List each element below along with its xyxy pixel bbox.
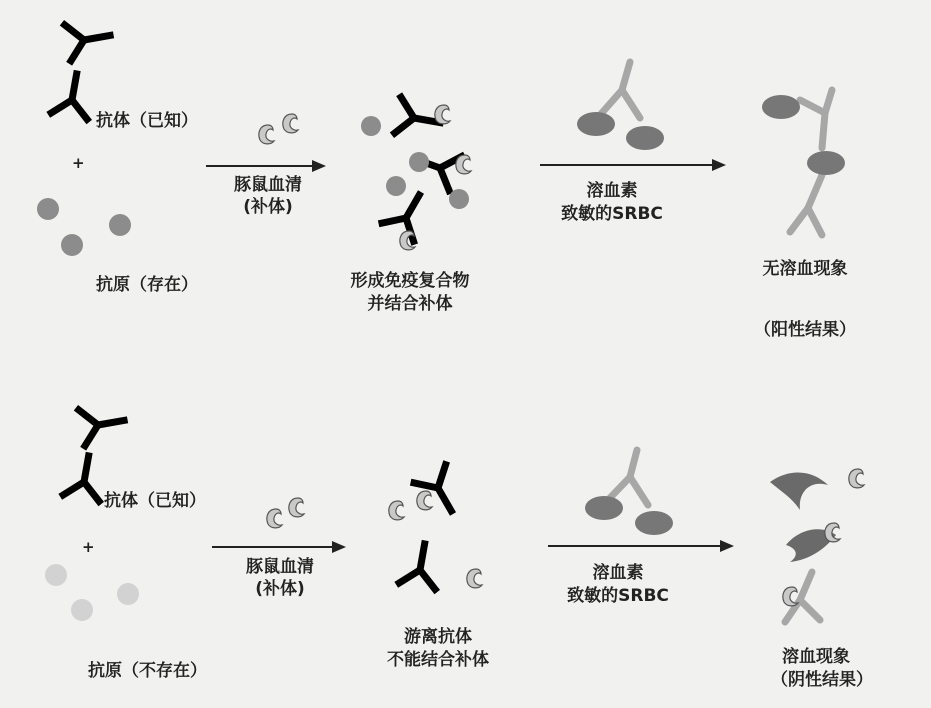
bottom-arrow1-label-line1: 豚鼠血清	[246, 557, 314, 577]
top-arrow1-label-line2: (补体)	[243, 197, 293, 217]
bottom-arrow-1	[212, 541, 346, 553]
top-result-label-line1: 无溶血现象	[762, 259, 848, 279]
bottom-plus-sign: +	[82, 538, 95, 556]
bottom-antigen-faint-3	[71, 599, 93, 621]
top-antigen-2	[109, 214, 131, 236]
bottom-arrow2-label-line2: 致敏的SRBC	[567, 586, 669, 606]
top-arrow-2	[540, 159, 726, 171]
top-antigen-label: 抗原（存在）	[96, 275, 198, 295]
bottom-antigen-label: 抗原（不存在）	[88, 661, 207, 681]
top-immune-complex	[361, 91, 471, 249]
top-complex-label-line2: 并结合补体	[367, 294, 453, 314]
top-plus-sign: +	[72, 154, 85, 172]
top-antigen-1	[37, 198, 59, 220]
bottom-free-label-line2: 不能结合补体	[387, 650, 489, 670]
bottom-arrow2-label-line1: 溶血素	[592, 563, 644, 583]
bottom-result-label-line2: （阴性结果）	[771, 670, 873, 690]
top-arrow1-label-line1: 豚鼠血清	[234, 175, 302, 195]
bottom-arrow1-label-line2: (补体)	[255, 579, 305, 599]
bottom-sensitized-srbc	[585, 450, 673, 535]
top-complex-label-line1: 形成免疫复合物	[350, 271, 470, 291]
bottom-free-label-line1: 游离抗体	[404, 627, 472, 647]
top-sensitized-srbc	[577, 62, 664, 150]
bottom-arrow-2	[548, 540, 734, 552]
top-complement-free	[259, 114, 298, 144]
top-antigen-3	[61, 234, 83, 256]
top-arrow2-label-line1: 溶血素	[586, 181, 638, 201]
top-antibody-1	[59, 12, 118, 67]
bottom-antigen-faint-2	[117, 583, 139, 605]
top-result-intact-cells	[762, 90, 845, 235]
bottom-antibody-1	[73, 397, 132, 452]
bottom-result-lysed-cells	[770, 469, 864, 622]
bottom-free-antibodies	[389, 458, 482, 595]
top-antibody-label: 抗体（已知）	[96, 111, 198, 131]
top-antibody-2	[45, 66, 100, 125]
top-result-label-line2: （阳性结果）	[754, 320, 856, 340]
bottom-antibody-label: 抗体（已知）	[104, 491, 206, 511]
bottom-result-label-line1: 溶血现象	[782, 647, 850, 667]
top-arrow2-label-line2: 致敏的SRBC	[561, 204, 663, 224]
top-arrow-1	[206, 160, 326, 172]
bottom-antigen-faint-1	[45, 564, 67, 586]
bottom-complement-free	[267, 498, 304, 528]
